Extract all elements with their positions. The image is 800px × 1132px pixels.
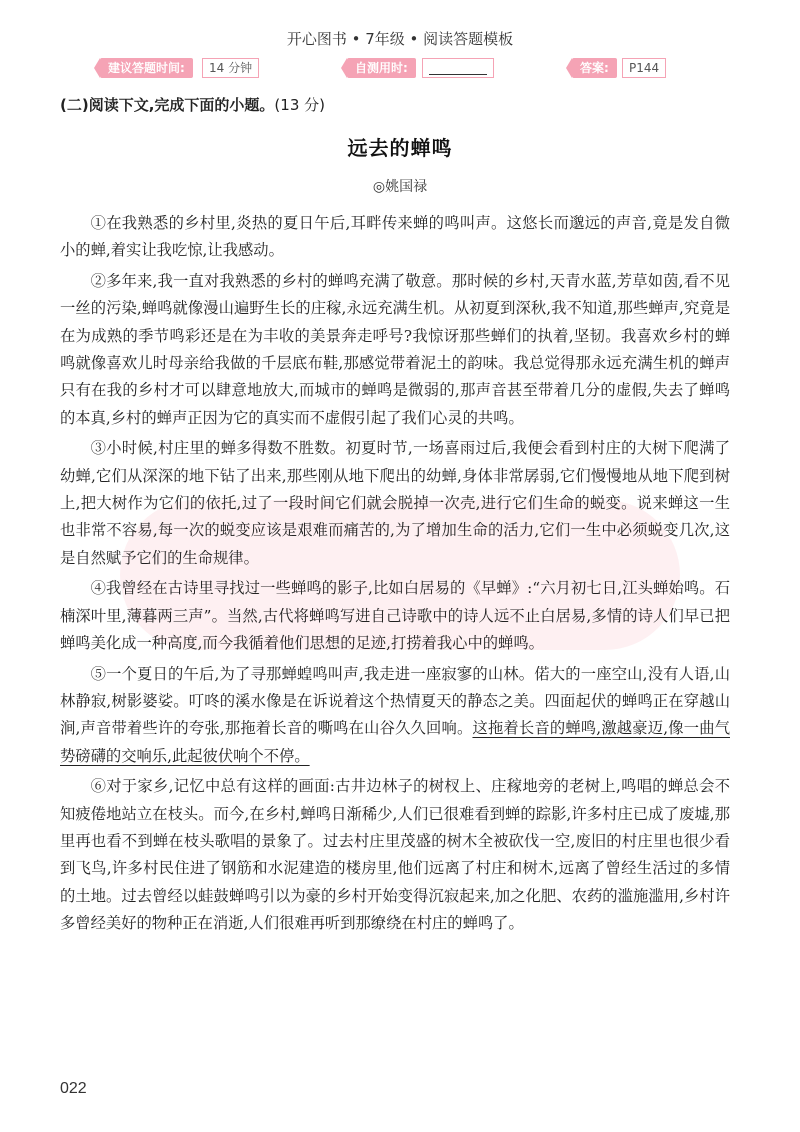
section-title — [60, 94, 325, 115]
answer-page: P144 — [622, 58, 666, 78]
article-title: 远去的蝉鸣 — [347, 136, 453, 160]
self-time-field[interactable] — [422, 58, 494, 78]
underlined-sentence: 这拖着长音的蝉鸣,激越豪迈,像一曲气势磅礴的交响乐,此起彼伏响个不停。 — [60, 719, 730, 765]
paragraph-3: ③小时候,村庄里的蝉多得数不胜数。初夏时节,一场喜雨过后,我便会看到村庄的大树下爬满了幼蝉,它们从深深的地下钻了出来,那些刚从地下爬出的幼蝉,身体非常孱弱,它们慢慢地从地下爬到树上,把大树作为它们的依托,过了一段时间它们就会脱掉一次壳,进行它们生命的蜕变。说来蝉这一生也非常不容易,每一次的蜕变应该是艰难而痛苦的,为了增加生命的活力,它们一生中必须蜕变几次,这是自然赋予它们的生命规律。 — [60, 439, 730, 567]
info-bar — [92, 58, 712, 80]
paragraph-1: ①在我熟悉的乡村里,炎热的夏日午后,耳畔传来蝉的鸣叫声。这悠长而邈远的声音,竟是发自微小的蝉,着实让我吃惊,让我感动。 — [60, 214, 730, 260]
section-instruction: (二)阅读下文,完成下面的小题。 — [60, 96, 275, 114]
page-header: 开心图书 • 7年级 • 阅读答题模板 — [286, 30, 514, 48]
self-time-label: 自测用时: — [347, 58, 416, 78]
article-body — [60, 210, 730, 941]
suggested-time-label: 建议答题时间: — [100, 58, 193, 78]
paragraph-5 — [60, 661, 730, 771]
page-number: 022 — [60, 1080, 87, 1097]
article-author: ◎姚国禄 — [372, 179, 428, 195]
paragraph-2: ②多年来,我一直对我熟悉的乡村的蝉鸣充满了敬意。那时候的乡村,天青水蓝,芳草如茵,看不见一丝的污染,蝉鸣就像漫山遍野生长的庄稼,永远充满生机。从初夏到深秋,我不知道,那些蝉声,究竟是在为成熟的季节鸣彩还是在为丰收的美景奔走呼号?我惊讶那些蝉们的执着,坚韧。我喜欢乡村的蝉鸣就像喜欢儿时母亲给我做的千层底布鞋,那感觉带着泥土的韵味。我总觉得那永远充满生机的蝉声只有在我的乡村才可以肆意地放大,而城市的蝉鸣是微弱的,那声音甚至带着几分的虚假,失去了蝉鸣的本真,乡村的蝉声正因为它的真实而不虚假引起了我们心灵的共鸣。 — [60, 271, 730, 427]
section-score: (13 分) — [274, 96, 325, 114]
paragraph-4: ④我曾经在古诗里寻找过一些蝉鸣的影子,比如白居易的《早蝉》:“六月初七日,江头蝉始鸣。石楠深叶里,薄暮两三声”。当然,古代将蝉鸣写进自己诗歌中的诗人远不止白居易,多情的诗人们早已把蝉鸣美化成一种高度,而今我循着他们思想的足迹,打捞着我心中的蝉鸣。 — [60, 579, 730, 653]
self-time-blank — [429, 62, 487, 75]
paragraph-5-text: ⑤一个夏日的午后,为了寻那蝉蝗鸣叫声,我走进一座寂寥的山林。偌大的一座空山,没有人语,山林静寂,树影婆娑。叮咚的溪水像是在诉说着这个热情夏天的静态之美。四面起伏的蝉鸣正在穿越山涧,声音带着些许的夸张,那拖着长音的嘶鸣在山谷久久回响。 — [60, 664, 730, 738]
answer-label: 答案: — [572, 58, 617, 78]
paragraph-6: ⑥对于家乡,记忆中总有这样的画面:古井边林子的树杈上、庄稼地旁的老树上,鸣唱的蝉总会不知疲倦地站立在枝头。而今,在乡村,蝉鸣日渐稀少,人们已很难看到蝉的踪影,许多村庄已成了废墟,那里再也看不到蝉在枝头歌唱的景象了。过去村庄里茂盛的树木全被砍伐一空,废旧的村庄里也很少看到飞鸟,许多村民住进了钢筋和水泥建造的楼房里,他们远离了村庄和树木,远离了曾经生活过的多情的土地。过去曾经以蛙鼓蝉鸣引以为豪的乡村开始变得沉寂起来,加之化肥、农药的滥施滥用,乡村许多曾经美好的物种正在消逝,人们很难再听到那缭绕在村庄的蝉鸣了。 — [60, 777, 730, 933]
suggested-time-value: 14 分钟 — [202, 58, 259, 78]
